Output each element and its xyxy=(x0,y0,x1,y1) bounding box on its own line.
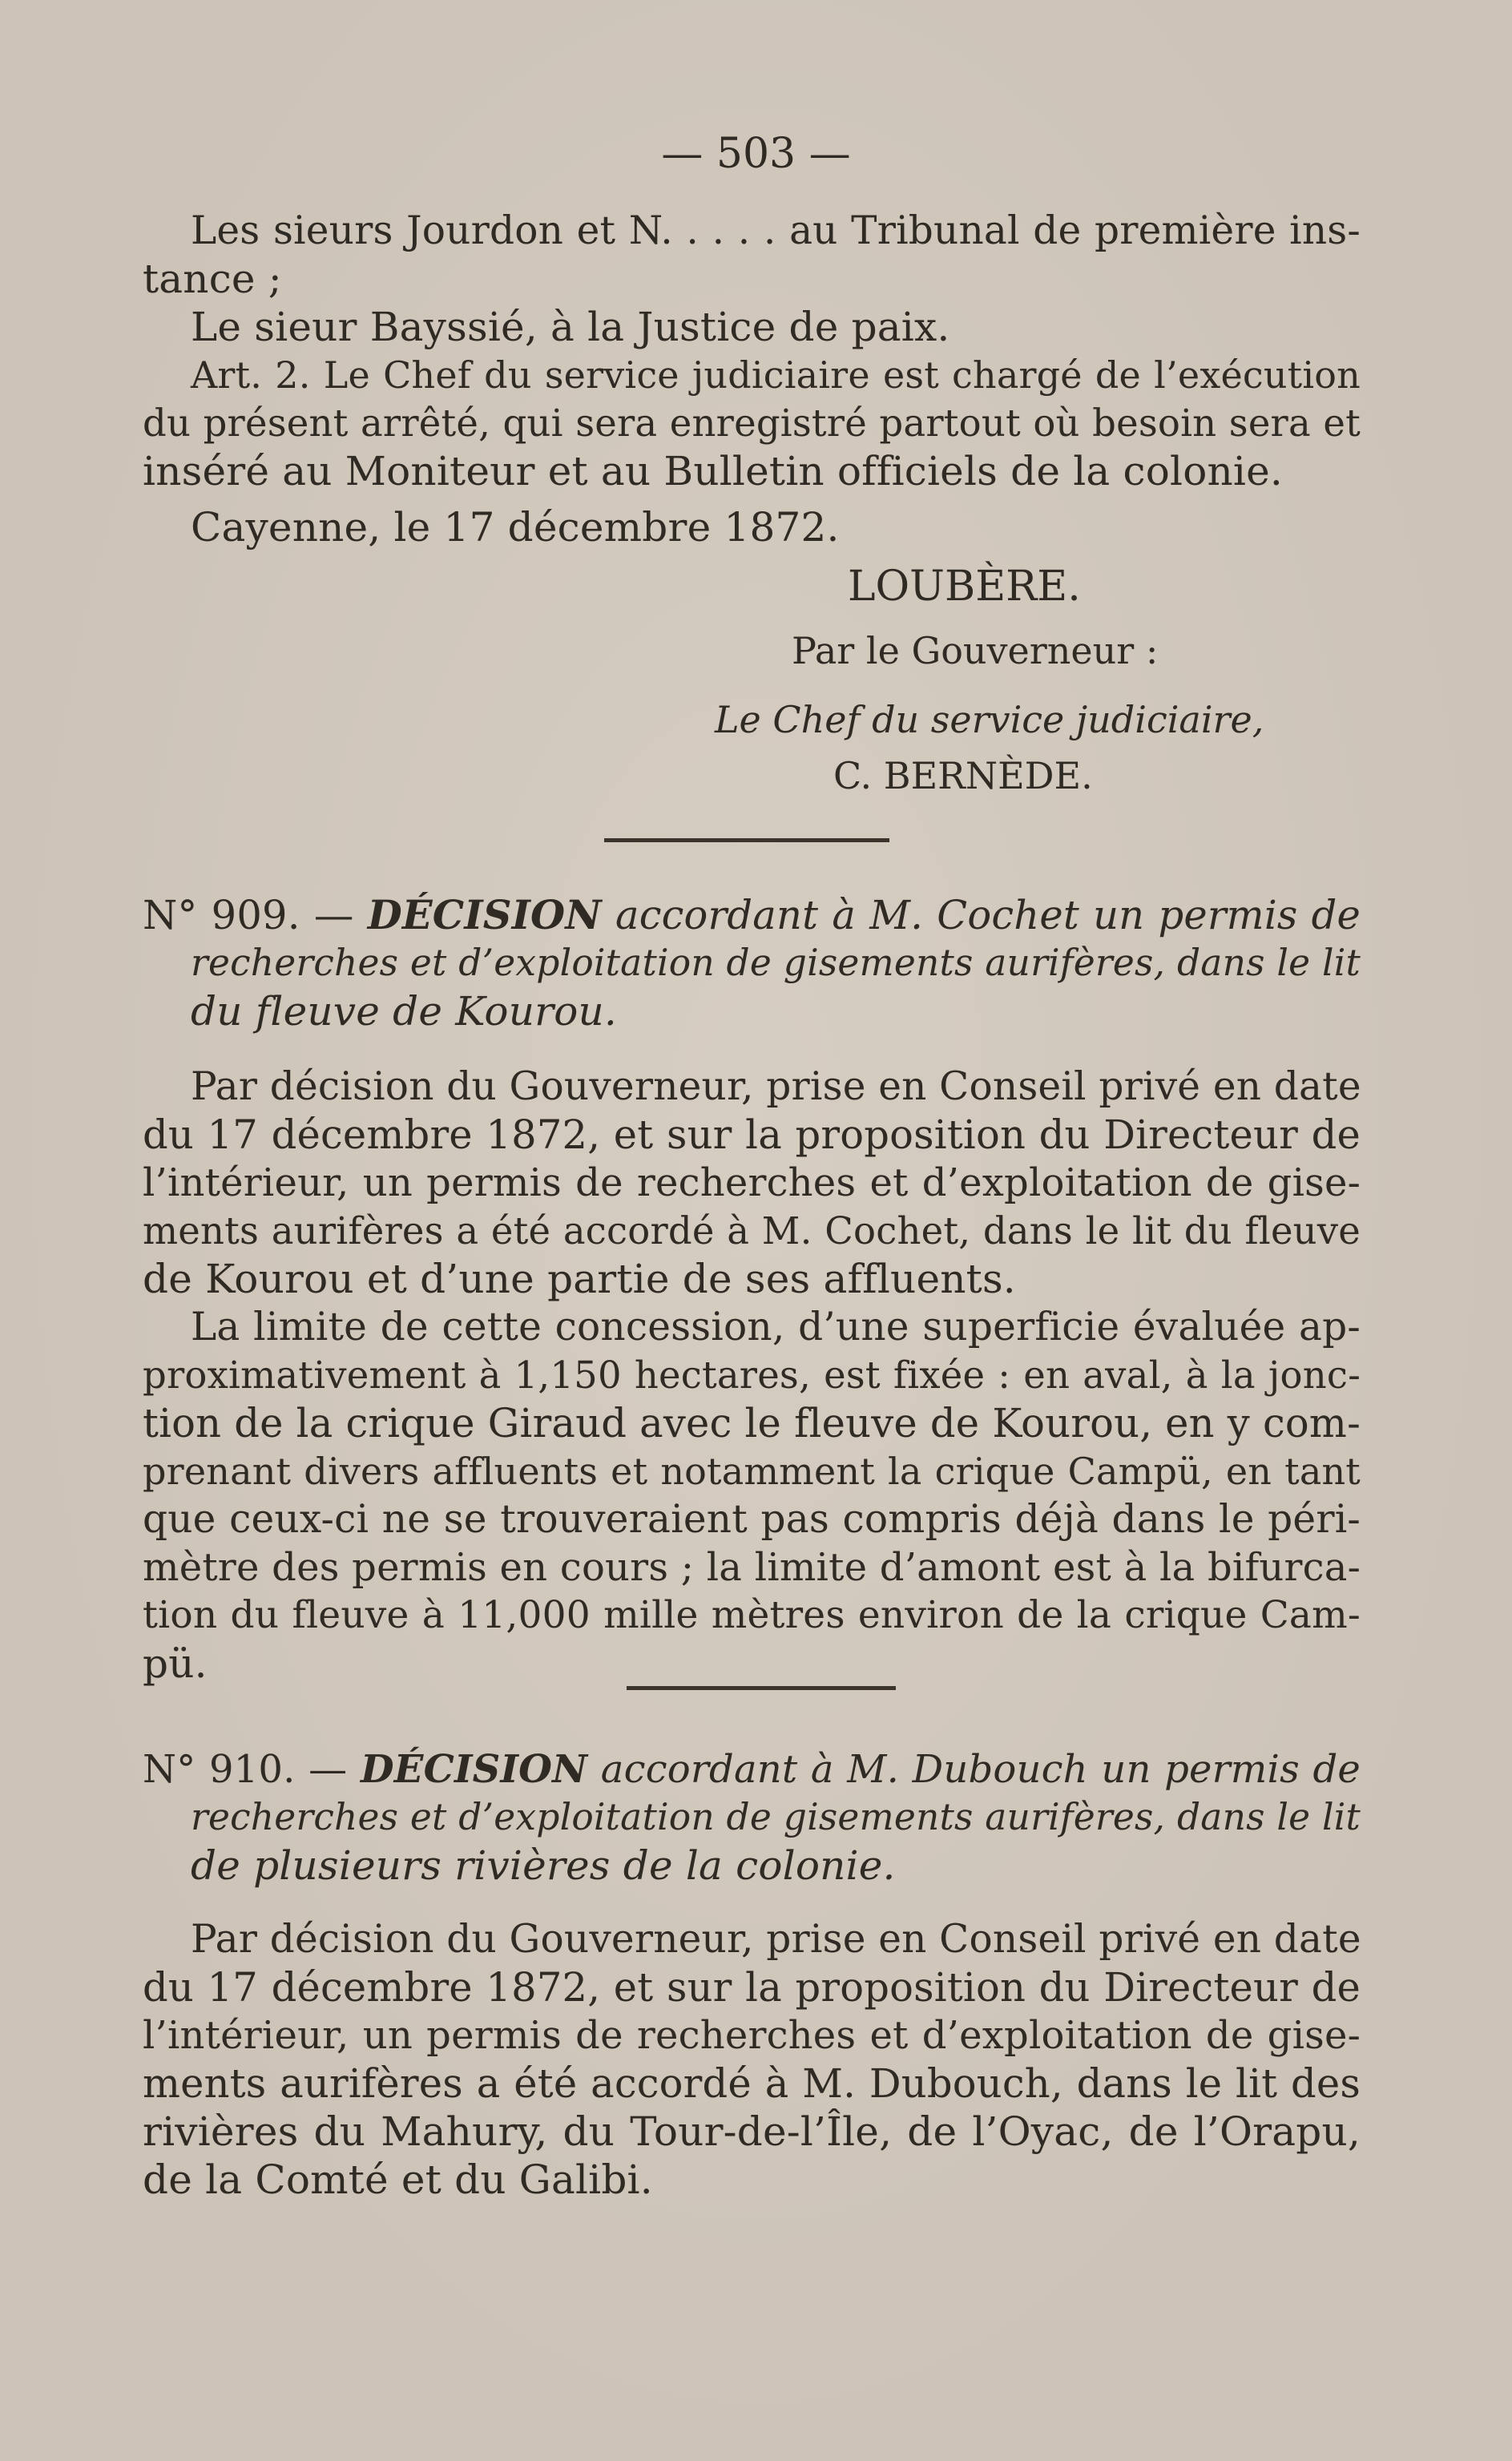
decision-910-heading xyxy=(143,1745,1361,1793)
text-line: La limite de cette concession, d’une superficie évaluée ap- xyxy=(191,1305,1361,1350)
text-line: Par décision du Gouverneur, prise en Conseil privé en date xyxy=(191,1917,1361,1962)
decision-kind: DÉCISION xyxy=(367,892,602,938)
text-line: l’intérieur, un permis de recherches et d’exploitation de gise- xyxy=(143,2013,1361,2058)
text-line: prenant divers affluents et notamment la crique Campü, en tant xyxy=(143,1450,1361,1493)
decision-number: N° 910. — xyxy=(143,1747,348,1792)
text-line: mètre des permis en cours ; la limite d’amont est à la bifurca- xyxy=(143,1545,1361,1590)
decision-title-line: recherches et d’exploitation de gisements aurifères, dans le lit xyxy=(191,942,1361,984)
text-line: du 17 décembre 1872, et sur la proposition du Directeur de xyxy=(143,1111,1361,1158)
text-line: Les sieurs Jourdon et N. . . . . au Tribunal de première ins- xyxy=(191,208,1361,253)
chief-title: Le Chef du service judiciaire, xyxy=(715,698,1264,741)
decision-number: N° 909. — xyxy=(143,892,354,938)
text-line: de la Comté et du Galibi. xyxy=(143,2156,653,2203)
text-line: inséré au Moniteur et au Bulletin officiels de la colonie. xyxy=(143,448,1283,494)
text-line: tion de la crique Giraud avec le fleuve de Kourou, en y com- xyxy=(143,1400,1361,1446)
text-line: rivières du Mahury, du Tour-de-l’Île, de l’Oyac, de l’Orapu, xyxy=(143,2108,1361,2155)
place-date: Cayenne, le 17 décembre 1872. xyxy=(191,504,840,551)
text-line: ments aurifères a été accordé à M. Dubouch, dans le lit des xyxy=(143,2060,1361,2107)
chief-name: C. BERNÈDE. xyxy=(833,754,1093,797)
text-line: de Kourou et d’une partie de ses affluents. xyxy=(143,1256,1016,1302)
text-line: du présent arrêté, qui sera enregistré partout où besoin sera et xyxy=(143,401,1361,445)
text-line: tion du fleuve à 11,000 mille mètres environ de la crique Cam- xyxy=(143,1593,1361,1637)
decision-title-line: du fleuve de Kourou. xyxy=(191,988,618,1035)
text-line: pü. xyxy=(143,1640,208,1687)
section-divider xyxy=(604,838,889,842)
text-line: Par décision du Gouverneur, prise en Conseil privé en date xyxy=(191,1064,1361,1109)
text-line: l’intérieur, un permis de recherches et d’exploitation de gise- xyxy=(143,1160,1361,1205)
by-governor-label: Par le Gouverneur : xyxy=(792,629,1159,672)
text-line: Le sieur Bayssié, à la Justice de paix. xyxy=(191,304,950,350)
section-divider xyxy=(627,1686,896,1690)
text-line: tance ; xyxy=(143,256,282,302)
governor-signature: LOUBÈRE. xyxy=(848,563,1081,611)
decision-909-heading xyxy=(143,891,1361,939)
decision-title: accordant à M. Cochet un permis de xyxy=(615,892,1361,938)
text-line: Art. 2. Le Chef du service judiciaire est chargé de l’exécution xyxy=(191,353,1361,397)
page-number: — 503 — xyxy=(661,130,851,178)
decision-kind: DÉCISION xyxy=(360,1747,588,1792)
decision-title-line: recherches et d’exploitation de gisements aurifères, dans le lit xyxy=(191,1796,1361,1838)
text-line: du 17 décembre 1872, et sur la proposition du Directeur de xyxy=(143,1964,1361,2011)
text-line: que ceux-ci ne se trouveraient pas compris déjà dans le péri- xyxy=(143,1497,1361,1542)
text-line: proximativement à 1,150 hectares, est fixée : en aval, à la jonc- xyxy=(143,1354,1361,1397)
decision-title-line: de plusieurs rivières de la colonie. xyxy=(191,1842,896,1889)
text-line: ments aurifères a été accordé à M. Cochet, dans le lit du fleuve xyxy=(143,1209,1361,1253)
decision-title: accordant à M. Dubouch un permis de xyxy=(600,1747,1361,1792)
